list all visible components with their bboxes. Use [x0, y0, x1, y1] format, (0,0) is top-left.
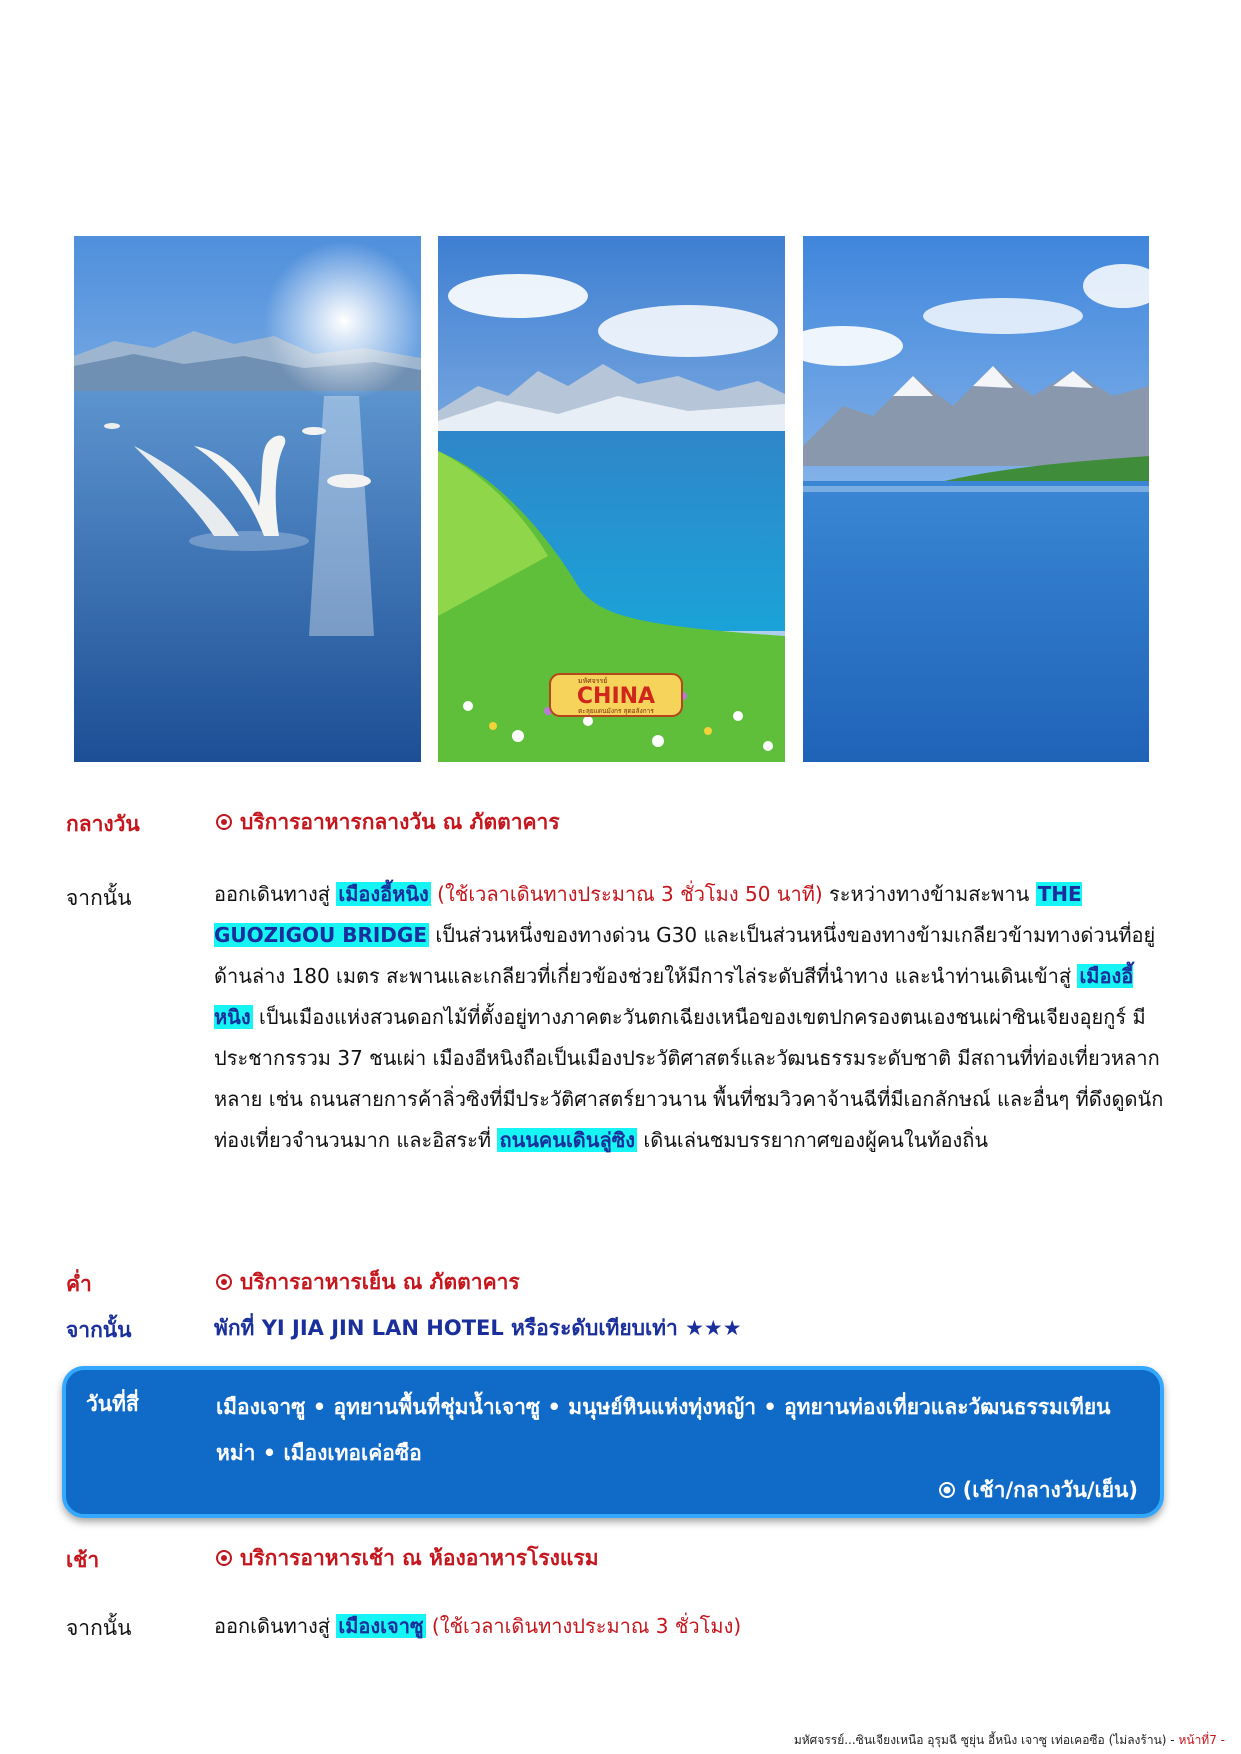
day-title: เมืองเจาซู • อุทยานพื้นที่ชุ่มน้ำเจาซู • มนุษย์หินแห่งทุ่งหญ้า • อุทยานท่องเที่ยวและวัฒนธรรมเทียนหม่า • เมืองเทอเค่อซือ	[216, 1395, 1111, 1465]
lunch-meal: บริการอาหารกลางวัน ณ ภัตตาคาร	[240, 810, 560, 834]
morning-row	[66, 1612, 1166, 1644]
logo-bottom-text: ตะลุยแดนมังกร สุดอลังการ	[578, 707, 654, 715]
breakfast-row	[66, 1544, 1166, 1576]
dinner-row	[66, 1268, 1166, 1300]
hotel-text: พักที่ YI JIA JIN LAN HOTEL หรือระดับเทียบเท่า ★★★	[214, 1316, 742, 1340]
dish-icon	[214, 1547, 234, 1567]
dish-icon	[937, 1480, 957, 1500]
swan-lake-photo	[74, 236, 421, 762]
china-tour-logo	[921, 674, 1057, 724]
day-meals: (เช้า/กลางวัน/เย็น)	[937, 1474, 1138, 1507]
highlight-bridge: THE GUOZIGOU BRIDGE	[214, 882, 1082, 947]
dinner-label: ค่ำ	[66, 1272, 92, 1296]
lunch-label: กลางวัน	[66, 812, 140, 836]
lunch-row	[66, 808, 1166, 848]
morning-travel-time: (ใช้เวลาเดินทางประมาณ 3 ชั่วโมง)	[425, 1614, 742, 1638]
afternoon-label: จากนั้น	[66, 886, 132, 910]
afternoon-row	[66, 882, 1166, 1222]
page-number: หน้าที่7 -	[1178, 1733, 1225, 1747]
morning-label: จากนั้น	[66, 1616, 132, 1640]
highlight-zhaosu: เมืองเจาซู	[338, 1614, 424, 1638]
highlight-yining-2: เมืองอี้หนิง	[214, 964, 1134, 1029]
day-label: วันที่สี่	[86, 1392, 139, 1416]
page-footer: มหัศจรรย์...ซินเจียงเหนือ อุรุมฉี ซูยุ่น อี้หนิง เจาซู เท่อเคอซือ (ไม่ลงร้าน) - หน้าที่7 -	[793, 1733, 1225, 1747]
logo-main-text: CHINA	[576, 684, 656, 709]
breakfast-meal: บริการอาหารเช้า ณ ห้องอาหารโรงแรม	[240, 1546, 599, 1570]
hotel-row	[66, 1314, 1166, 1346]
morning-paragraph: ออกเดินทางสู่ เมืองเจาซู (ใช้เวลาเดินทางประมาณ 3 ชั่วโมง)	[214, 1614, 742, 1638]
highlight-walking-street: ถนนคนเดินลู่ซิง	[499, 1128, 636, 1152]
hotel-label: จากนั้น	[66, 1318, 132, 1342]
day-banner	[62, 1366, 1164, 1518]
travel-time: (ใช้เวลาเดินทางประมาณ 3 ชั่วโมง 50 นาที)	[430, 882, 823, 906]
dinner-meal: บริการอาหารเย็น ณ ภัตตาคาร	[240, 1270, 520, 1294]
logo-top-text: มหัศจรรย์	[578, 677, 608, 685]
afternoon-paragraph: ออกเดินทางสู่ เมืองอี้หนิง (ใช้เวลาเดินทางประมาณ 3 ชั่วโมง 50 นาที) ระหว่างทางข้ามสะพาน THE GUOZIGOU BRIDGE เป็นส่วนหนึ่งของทางด่วน G30 และเป็นส่วนหนึ่งของทางข้ามเกลียวข้ามทางด่วนที่อยู่ด้านล่าง 180 เมตร สะพานและเกลียวที่เกี่ยวข้องช่วยให้มีการไล่ระดับสีที่นำทาง และนำท่านเดินเข้าสู่ เมืองอี้หนิง เป็นเมืองแห่งสวนดอกไม้ที่ตั้งอยู่ทางภาคตะวันตกเฉียงเหนือของเขตปกครองตนเองชนเผ่าซินเจียงอุยกูร์ มีประชากรรวม 37 ชนเผ่า เมืองอีหนิงถือเป็นเมืองประวัติศาสตร์และวัฒนธรรมระดับชาติ มีสถานที่ท่องเที่ยวหลากหลาย เช่น ถนนสายการค้าลิ่วซิงที่มีประวัติศาสตร์ยาวนาน พื้นที่ชมวิวคาจ้านฉีที่มีเอกลักษณ์ และอื่นๆ ที่ดึงดูดนักท่องเที่ยวจำนวนมาก และอิสระที่ ถนนคนเดินลู่ซิง เดินเล่นชมบรรยากาศของผู้คนในท้องถิ่น	[214, 882, 1164, 1152]
breakfast-label: เช้า	[66, 1548, 100, 1572]
dish-icon	[214, 811, 234, 831]
dish-icon	[214, 1271, 234, 1291]
china-tour-logo	[548, 670, 684, 720]
mountain-lake-photo	[803, 236, 1149, 762]
highlight-yining: เมืองอี้หนิง	[338, 882, 429, 906]
